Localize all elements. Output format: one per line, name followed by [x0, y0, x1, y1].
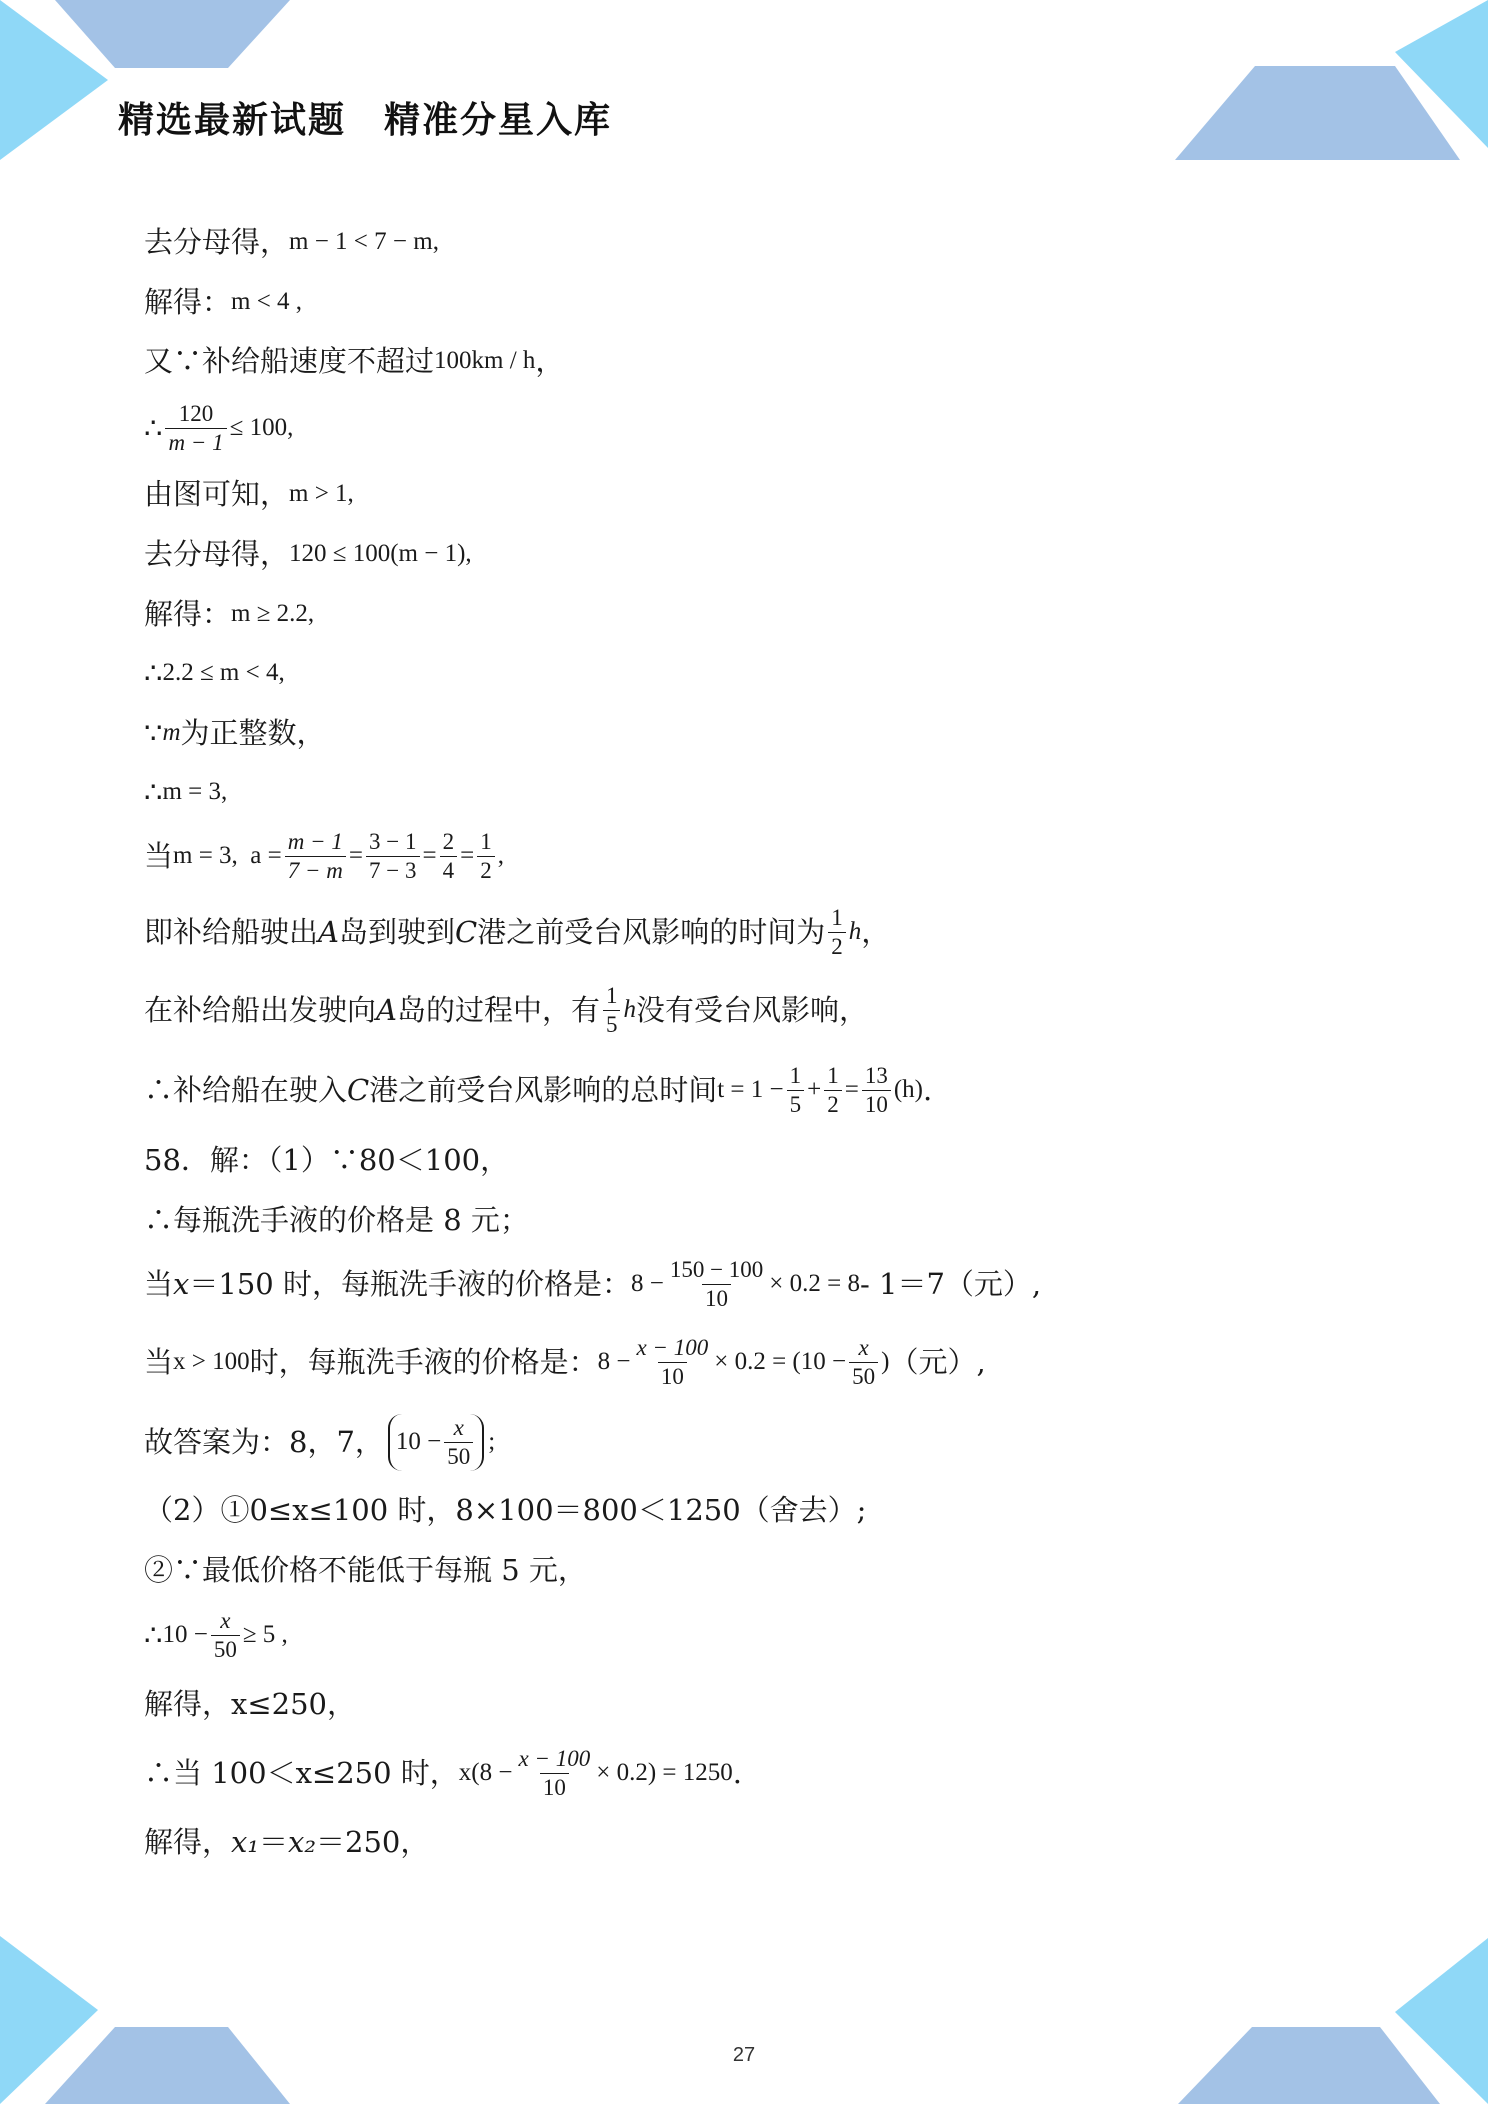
solution-line-3: 又∵补给船速度不超过 100km / h ， — [144, 344, 565, 378]
fraction: $\frac{150 - 100}{10}$ — [669, 1256, 764, 1311]
fraction: $\frac{1}{2}$ — [824, 1062, 842, 1119]
solution-line-9: ∵ m 为正整数， — [144, 716, 326, 750]
fraction: $\frac{x - 100}{10}$ — [518, 1745, 591, 1800]
top-left-triangle — [0, 0, 108, 160]
top-right-trapezoid — [1175, 66, 1460, 160]
solution-line-12: 即补给船驶出 A 岛到驶到 C 港之前受台风影响的时间为 $\frac{1}{2}$ h ， — [144, 904, 891, 959]
fraction: $\frac{120}{m - 1}$ — [165, 400, 226, 457]
top-right-triangle — [1395, 0, 1488, 148]
solution-line-6: 去分母得， 120 ≤ 100(m − 1), — [144, 537, 472, 571]
bottom-left-triangle — [0, 1936, 98, 2104]
fraction: $\frac{m - 1}{7 - m}$ — [285, 828, 346, 885]
solution-line-25: 解得， x₁ ＝ x₂ ＝250， — [144, 1825, 430, 1859]
page-number: 27 — [732, 2044, 756, 2066]
solution-line-8: ∴ 2.2 ≤ m < 4, — [144, 656, 285, 690]
solution-line-19: 故答案为：8，7， 10 − $\frac{x}{50}$ ; — [144, 1414, 496, 1469]
fraction: $\frac{x}{50}$ — [849, 1334, 878, 1391]
solution-line-10: ∴ m = 3, — [144, 775, 228, 809]
fraction: $\frac{1}{2}$ — [477, 828, 495, 885]
solution-line-22: ∴ 10 − $\frac{x}{50}$ ≥ 5 , — [144, 1607, 288, 1662]
top-left-trapezoid — [55, 0, 290, 68]
parenthesized-expression: 10 − $\frac{x}{50}$ — [388, 1414, 484, 1471]
solution-line-23: 解得，x≤250， — [144, 1687, 357, 1721]
solution-line-2: 解得： m < 4 , — [144, 285, 303, 319]
solution-line-5: 由图可知， m > 1, — [144, 477, 354, 511]
fraction: $\frac{x - 100}{10}$ — [636, 1334, 709, 1389]
solution-line-14: ∴补给船在驶入 C 港之前受台风影响的总时间 t = 1 − $\frac{1}{5}$ + $\frac{1}{2}$ = $\frac{13}{10}$ (h) . — [144, 1062, 933, 1117]
fraction: $\frac{1}{5}$ — [603, 982, 621, 1039]
header-title: 精选最新试题 精准分星入库 — [118, 100, 613, 141]
fraction: $\frac{13}{10}$ — [862, 1062, 891, 1119]
solution-line-7: 解得： m ≥ 2.2, — [144, 597, 315, 631]
fraction: $\frac{x}{50}$ — [211, 1607, 240, 1664]
fraction: $\frac{3 - 1}{7 - 3}$ — [366, 828, 419, 885]
fraction: $\frac{1}{2}$ — [828, 904, 846, 961]
solution-line-21: ②∵最低价格不能低于每瓶 5 元， — [144, 1553, 587, 1587]
solution-line-18: 当 x > 100 时，每瓶洗手液的价格是： 8 − $\frac{x - 100}{10}$ × 0.2 = (10 − $\frac{x}{50}$ ) （元）, — [144, 1334, 986, 1389]
solution-line-4: ∴ $\frac{120}{m - 1}$ ≤ 100, — [144, 400, 294, 455]
solution-line-13: 在补给船出发驶向 A 岛的过程中，有 $\frac{1}{5}$ h 没有受台风影响， — [144, 982, 868, 1037]
solution-line-15: 58．解：（1）∵80＜100， — [144, 1143, 510, 1177]
solution-line-16: ∴每瓶洗手液的价格是 8 元； — [144, 1203, 529, 1237]
solution-line-1: 去分母得， m − 1 < 7 − m, — [144, 225, 439, 259]
solution-line-24: ∴当 100＜x≤250 时， x(8 − $\frac{x - 100}{10}$ × 0.2) = 1250 . — [144, 1745, 742, 1800]
fraction: $\frac{2}{4}$ — [440, 828, 458, 885]
fraction: $\frac{x}{50}$ — [444, 1414, 473, 1471]
fraction: $\frac{1}{5}$ — [787, 1062, 805, 1119]
solution-line-20: （2）①0≤x≤100 时，8×100＝800＜1250（舍去）; — [144, 1493, 867, 1527]
solution-line-11: 当 m = 3, a = $\frac{m - 1}{7 - m}$ = $\frac{3 - 1}{7 - 3}$ = $\frac{2}{4}$ = $\frac{1}{2}$ , — [144, 828, 504, 883]
solution-line-17: 当 x ＝150 时，每瓶洗手液的价格是： 8 − $\frac{150 - 100}{10}$ × 0.2 = 8 - 1＝7（元）, — [144, 1256, 1042, 1311]
bottom-right-triangle — [1395, 1938, 1488, 2104]
